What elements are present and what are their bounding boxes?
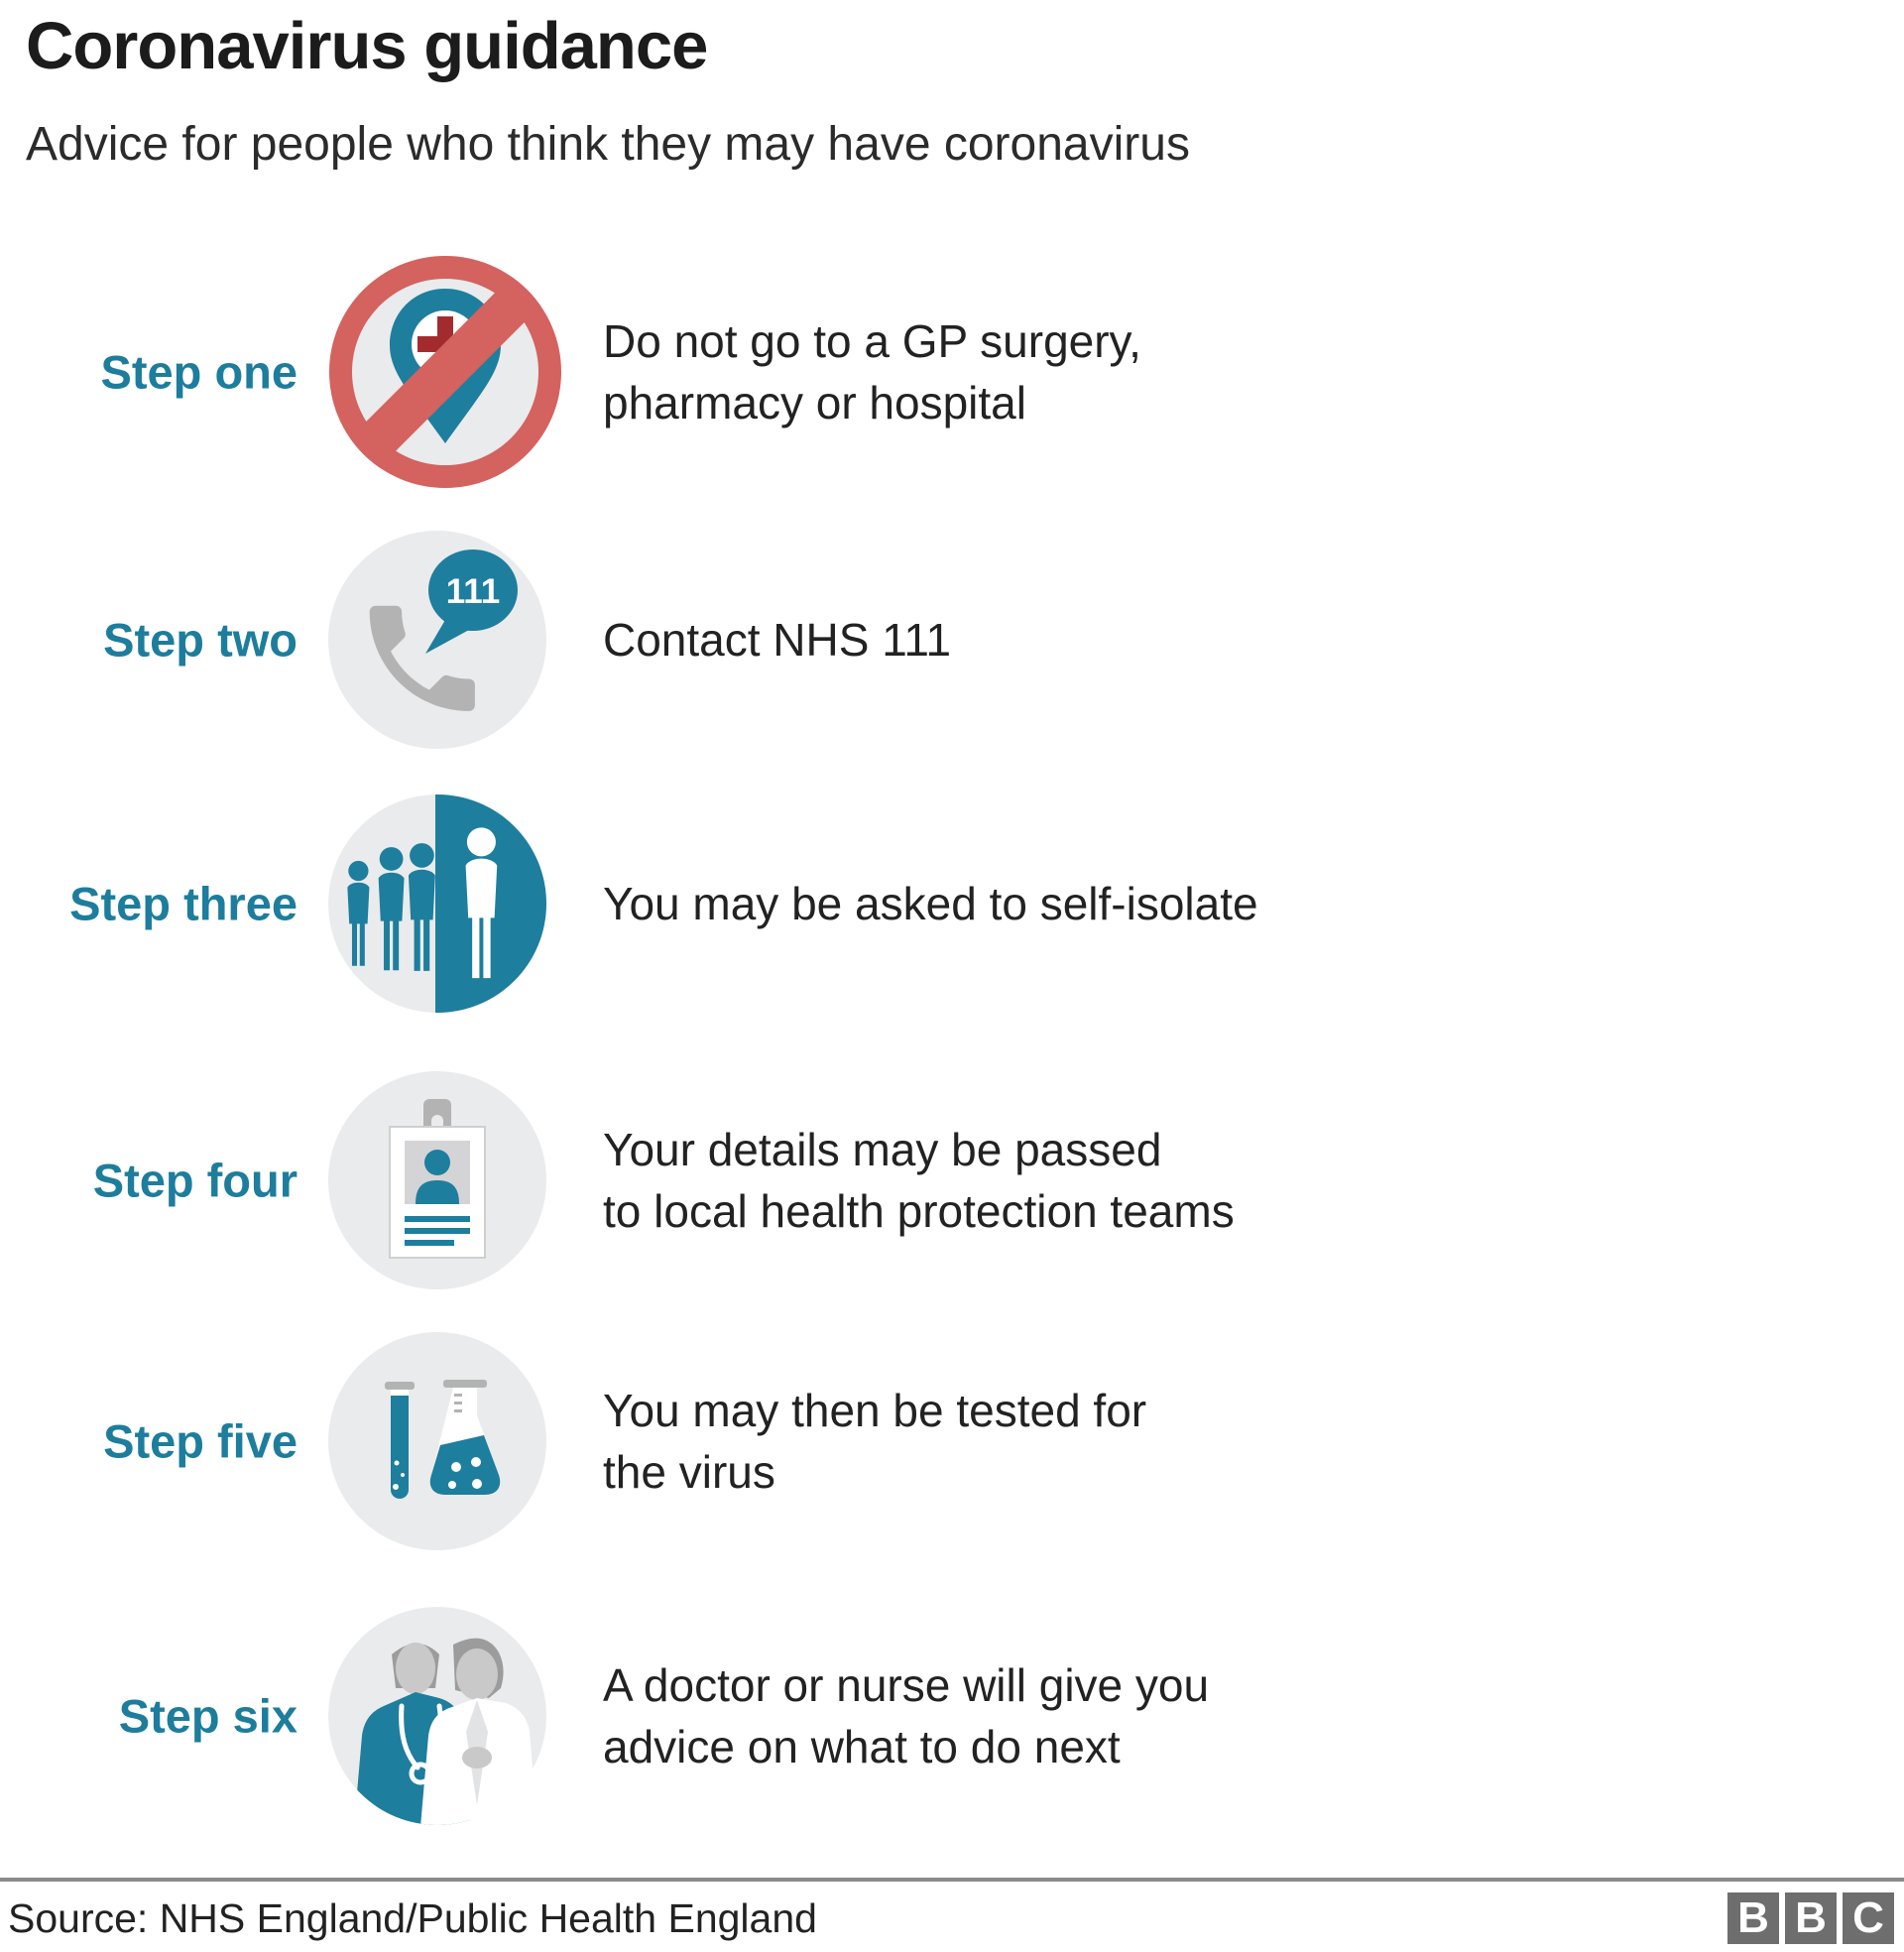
step-six-label: Step six	[118, 1689, 298, 1743]
step-one-label: Step one	[100, 345, 298, 399]
step-one-description: Do not go to a GP surgery, pharmacy or hospital	[603, 315, 1141, 428]
page-subtitle: Advice for people who think they may have coronavirus	[26, 118, 1190, 171]
bbc-logo-block-b2: B	[1785, 1892, 1837, 1944]
step-two-description: Contact NHS 111	[603, 614, 952, 666]
phone-bubble-111-text: 111	[445, 572, 501, 611]
bbc-logo-block-c: C	[1843, 1892, 1894, 1944]
step-row-five	[0, 1332, 1904, 1550]
step-row-two	[0, 531, 1904, 749]
step-four-description: Your details may be passed to local health protection teams	[603, 1124, 1235, 1237]
step-three-label: Step three	[69, 877, 298, 930]
step-row-four	[0, 1071, 1904, 1289]
doctor-nurse-icon	[328, 1607, 546, 1825]
step-six-description: A doctor or nurse will give you advice on what to do next	[603, 1659, 1210, 1772]
source-credit: Source: NHS England/Public Health England	[8, 1895, 817, 1941]
phone-nhs-111-icon	[328, 531, 546, 749]
step-five-label: Step five	[103, 1414, 298, 1468]
bbc-logo	[1727, 1892, 1894, 1944]
self-isolate-people-icon	[328, 794, 546, 1013]
step-row-three	[0, 794, 1904, 1013]
step-row-six	[0, 1607, 1904, 1825]
step-two-label: Step two	[103, 613, 298, 667]
step-four-label: Step four	[92, 1154, 298, 1207]
step-three-description: You may be asked to self-isolate	[603, 878, 1258, 929]
step-five-description: You may then be tested for the virus	[603, 1385, 1147, 1498]
id-badge-details-icon	[328, 1071, 546, 1289]
step-row-one	[0, 255, 1904, 489]
lab-test-tube-flask-icon	[328, 1332, 546, 1550]
no-gp-pharmacy-hospital-icon	[328, 255, 562, 489]
footer-divider	[0, 1878, 1904, 1882]
bbc-logo-block-b1: B	[1727, 1892, 1779, 1944]
page-title: Coronavirus guidance	[26, 9, 708, 83]
